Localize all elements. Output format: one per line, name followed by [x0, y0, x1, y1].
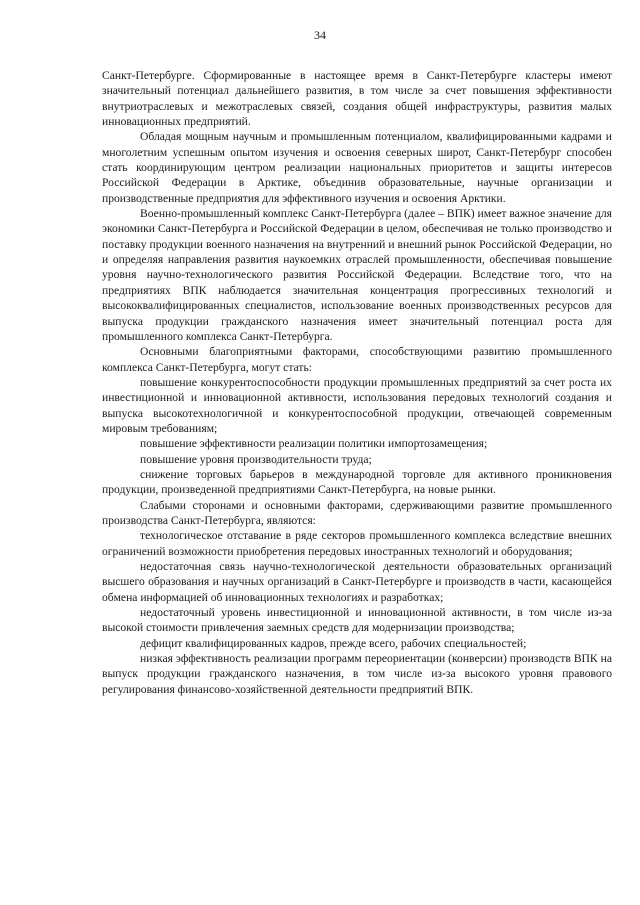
list-item-science-link: недостаточная связь научно-технологической деятельности образовательных организаций высшего образования и научных организаций в Санкт-Петербурге и производств в части, касающейся обмена информацией об инновационных технологиях и разработках;	[102, 560, 612, 604]
list-item-personnel-deficit: дефицит квалифицированных кадров, прежде всего, рабочих специальностей;	[140, 636, 527, 650]
list-item-competitiveness: повышение конкурентоспособности продукции промышленных предприятий за счет роста их инвестиционной и инновационной активности, использования передовых технологий создания и выпуска высокотехнологичной и конкурентоспособной продукции, отвечающей современным мировым требованиям;	[102, 375, 612, 435]
list-item-conversion: низкая эффективность реализации программ переориентации (конверсии) производств ВПК на выпуск продукции гражданского назначения, в том числе из-за высокого уровня правового регулирования финансово-хозяйственной деятельности предприятий ВПК.	[102, 652, 612, 696]
list-item-investment-activity: недостаточный уровень инвестиционной и инновационной активности, в том числе из-за высокой стоимости привлечения заемных средств для модернизации производства;	[102, 606, 612, 635]
paragraph-favorable-factors-intro: Основными благоприятными факторами, способствующими развитию промышленного комплекса Санкт-Петербурга, могут стать:	[102, 345, 612, 374]
list-item-technological-lag: технологическое отставание в ряде секторов промышленного комплекса вследствие внешних ограничений возможности приобретения передовых иностранных технологий и оборудования;	[102, 529, 612, 558]
paragraph-clusters: Санкт-Петербурге. Сформированные в настоящее время в Санкт-Петербурге кластеры имеют значительный потенциал дальнейшего развития, в том числе за счет повышения эффективности внутриотраслевых и межотраслевых связей, создания общей инфраструктуры, развития малых инновационных предприятий.	[102, 69, 612, 129]
paragraph-vpk: Военно-промышленный комплекс Санкт-Петербурга (далее – ВПК) имеет важное значение для экономики Санкт-Петербурга и Российской Федерации в целом, обеспечивая не только производство и поставку продукции военного назначения на внутренний и внешний рынок Российской Федерации, но и определяя направления развития наукоемких отраслей промышленности, обеспечивая повышение уровня научно-технологического развития Российской Федерации. Вследствие того, что на предприятиях ВПК наблюдается значительная концентрация прогрессивных технологий и высококвалифицированных специалистов, использование военных производственных ресурсов для выпуска продукции гражданского назначения имеет значительный потенциал роста для промышленного комплекса Санкт-Петербурга.	[102, 207, 612, 343]
list-item-trade-barriers: снижение торговых барьеров в международной торговле для активного проникновения продукции, произведенной предприятиями Санкт-Петербурга, на новые рынки.	[102, 467, 612, 497]
paragraph-arctic: Обладая мощным научным и промышленным потенциалом, квалифицированными кадрами и многолетним успешным опытом изучения и освоения северных широт, Санкт-Петербург способен стать координирующим центром реализации национальных приоритетов и защиты интересов Российской Федерации в Арктике, объединив образовательные, научные организации и производственные предприятия для эффективного изучения и освоения Арктики.	[102, 130, 612, 205]
list-item-labor-productivity: повышение уровня производительности труда;	[140, 452, 372, 466]
paragraph-weaknesses-intro: Слабыми сторонами и основными факторами, сдерживающими развитие промышленного производства Санкт-Петербурга, являются:	[102, 498, 612, 527]
list-item-import-substitution: повышение эффективности реализации политики импортозамещения;	[140, 437, 488, 451]
page-number: 34	[314, 28, 326, 42]
document-body	[102, 68, 612, 697]
